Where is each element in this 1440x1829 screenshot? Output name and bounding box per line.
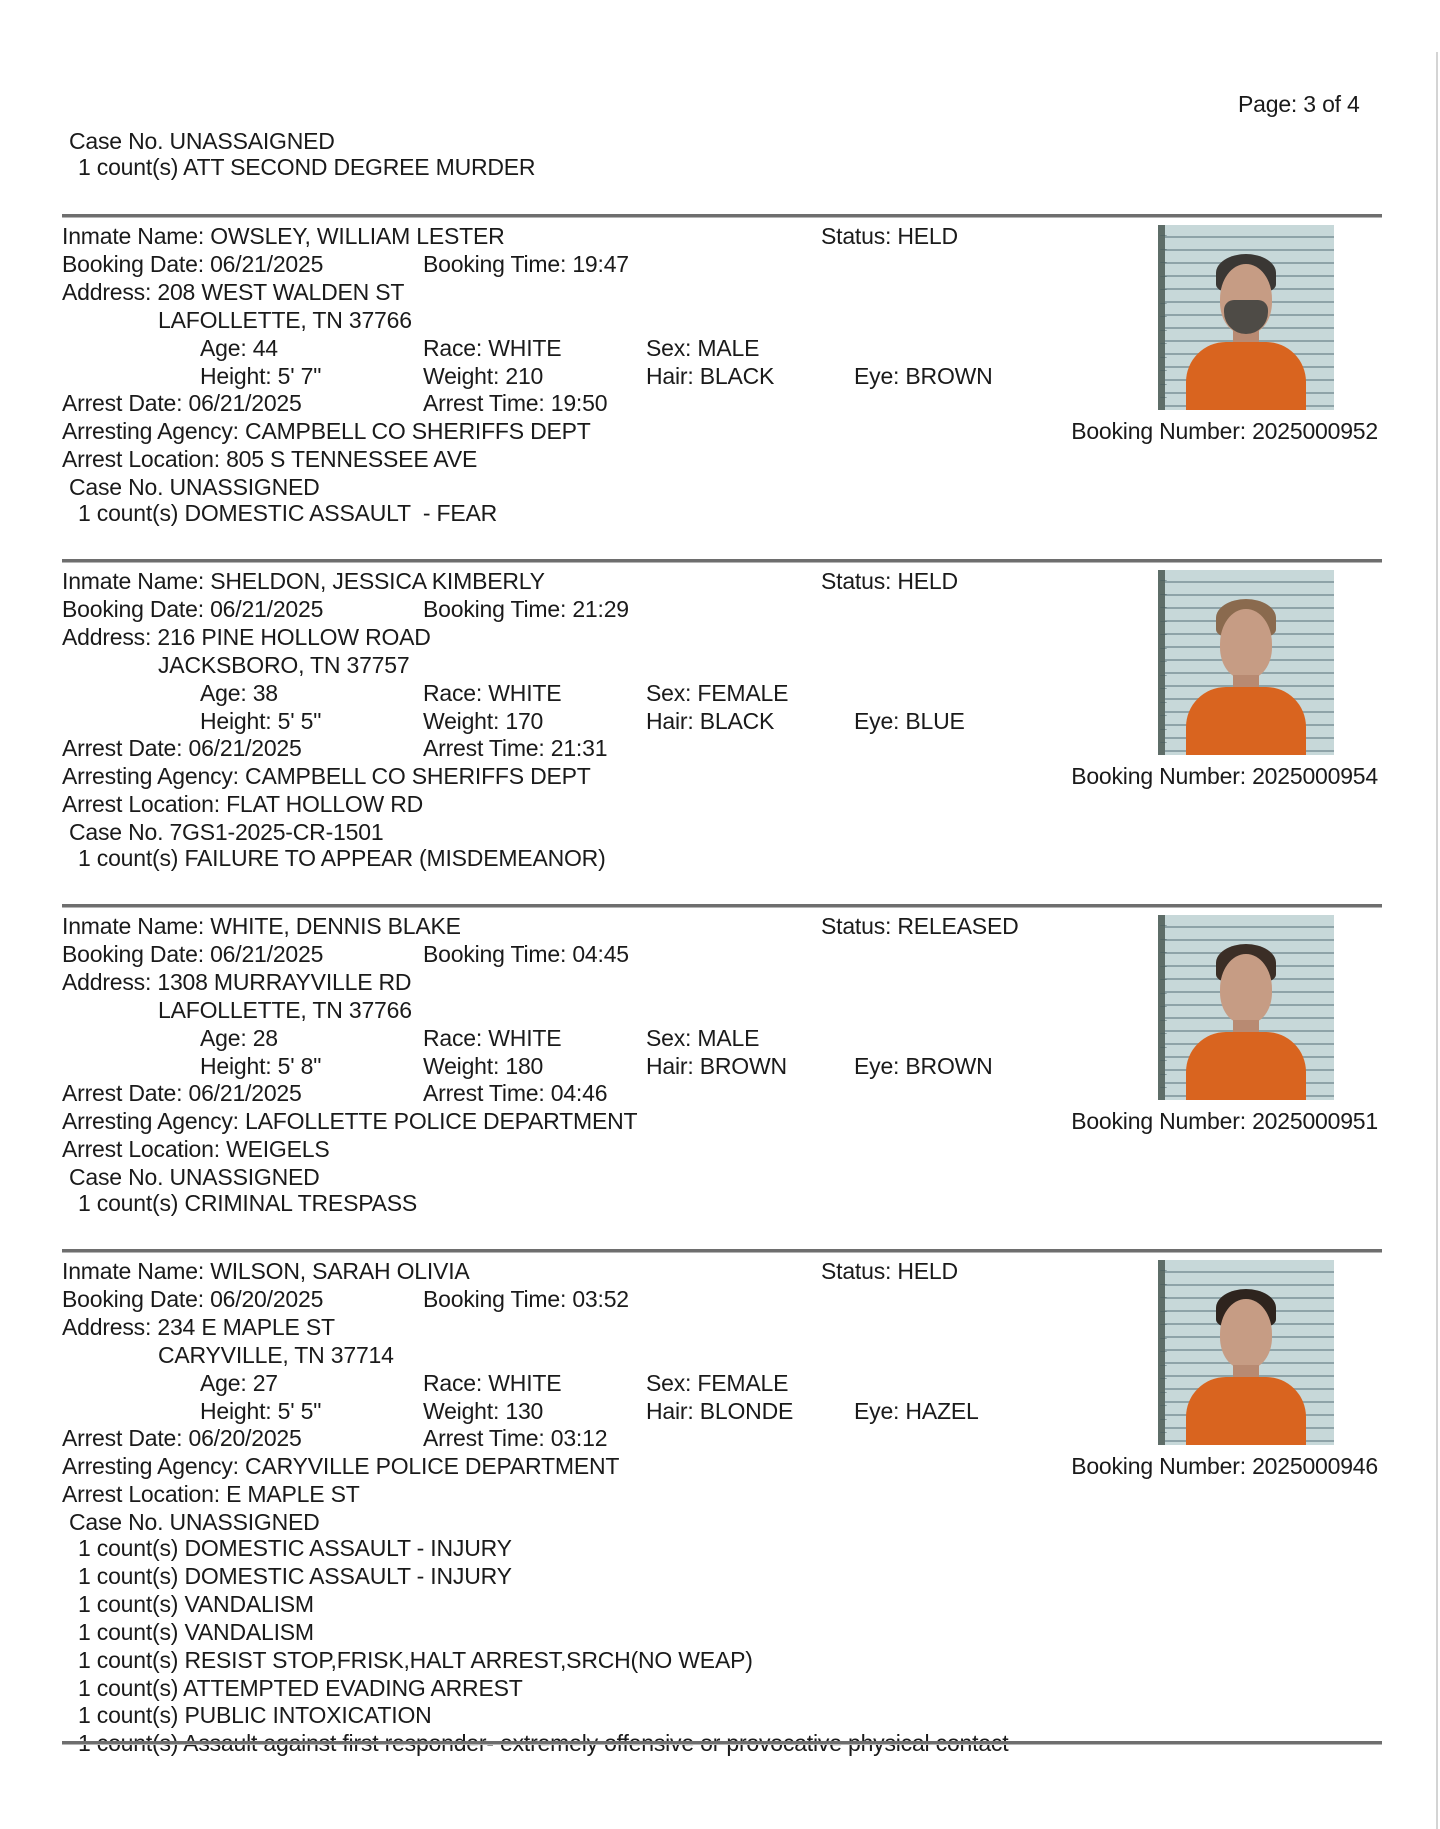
address-line1: Address: 216 PINE HOLLOW ROAD (62, 623, 431, 650)
sex: Sex: FEMALE (646, 679, 789, 706)
status: Status: HELD (821, 223, 958, 249)
charge-line: 1 count(s) CRIMINAL TRESPASS (78, 1190, 418, 1216)
case-no: Case No. UNASSIGNED (69, 1164, 320, 1191)
arrest-location: Arrest Location: 805 S TENNESSEE AVE (62, 446, 478, 473)
record-divider (62, 1249, 1382, 1253)
mugshot-photo (1158, 225, 1334, 410)
ruler-mark: — (1160, 1333, 1167, 1342)
status: Status: HELD (821, 1258, 958, 1284)
ruler-mark: — (1160, 576, 1167, 584)
booking-date: Booking Date: 06/20/2025 (62, 1285, 324, 1312)
ruler-mark: — (1160, 1056, 1167, 1064)
ruler-mark: — (1160, 244, 1167, 253)
mugshot-jumpsuit (1186, 1032, 1306, 1100)
weight: Weight: 130 (423, 1397, 544, 1424)
booking-time: Booking Time: 19:47 (423, 250, 629, 277)
ruler-mark: — (1160, 325, 1167, 334)
ruler-mark: — (1160, 1374, 1167, 1382)
weight: Weight: 180 (423, 1052, 544, 1079)
ruler-mark: — (1160, 643, 1167, 652)
ruler-mark: — (1160, 1428, 1167, 1436)
record-divider (62, 904, 1382, 908)
inmate-name: Inmate Name: WHITE, DENNIS BLAKE (62, 913, 461, 939)
ruler-mark: — (1160, 379, 1167, 388)
ruler-mark: — (1160, 670, 1167, 679)
booking-date: Booking Date: 06/21/2025 (62, 940, 324, 967)
mugshot-face (1220, 1299, 1272, 1369)
address-line1: Address: 208 WEST WALDEN ST (62, 278, 405, 305)
age: Age: 28 (200, 1024, 278, 1051)
arrest-time: Arrest Time: 04:46 (423, 1080, 608, 1107)
race: Race: WHITE (423, 334, 562, 361)
arresting-agency: Arresting Agency: CAMPBELL CO SHERIFFS DEPT (62, 418, 591, 445)
race: Race: WHITE (423, 679, 562, 706)
mugshot-jumpsuit (1186, 342, 1306, 410)
mugshot-jumpsuit (1186, 687, 1306, 755)
ruler-mark: — (1160, 975, 1167, 983)
charge-line: 1 count(s) DOMESTIC ASSAULT - INJURY (78, 1535, 512, 1561)
booking-time: Booking Time: 03:52 (423, 1285, 629, 1312)
ruler-mark: — (1160, 1069, 1167, 1078)
height-ruler (1158, 225, 1176, 410)
ruler-mark: — (1160, 352, 1167, 361)
address-line2: LAFOLLETTE, TN 37766 (158, 996, 412, 1023)
race: Race: WHITE (423, 1024, 562, 1051)
arresting-agency: Arresting Agency: LAFOLLETTE POLICE DEPARTMENT (62, 1108, 638, 1135)
booking-number: Booking Number: 2025000954 (1071, 763, 1378, 790)
address-line2: JACKSBORO, TN 37757 (158, 651, 410, 678)
ruler-mark: — (1160, 603, 1167, 611)
ruler-mark: — (1160, 1387, 1167, 1396)
booking-date: Booking Date: 06/21/2025 (62, 250, 324, 277)
hair: Hair: BLACK (646, 707, 775, 734)
address-line1: Address: 234 E MAPLE ST (62, 1313, 335, 1340)
height: Height: 5' 7" (200, 362, 322, 389)
ruler-mark: — (1160, 724, 1167, 733)
charge-line: 1 count(s) VANDALISM (78, 1590, 314, 1617)
charge-line: 1 count(s) RESIST STOP,FRISK,HALT ARREST,SRCH(NO WEAP) (78, 1646, 753, 1673)
arresting-agency: Arresting Agency: CARYVILLE POLICE DEPARTMENT (62, 1453, 620, 1480)
ruler-mark: — (1160, 934, 1167, 943)
ruler-mark: — (1160, 366, 1167, 374)
inmate-name: Inmate Name: SHELDON, JESSICA KIMBERLY (62, 568, 545, 594)
ruler-mark: — (1160, 988, 1167, 997)
mugshot-face (1220, 609, 1272, 679)
ruler-mark: — (1160, 393, 1167, 401)
sex: Sex: MALE (646, 334, 760, 361)
case-no: Case No. UNASSIGNED (69, 474, 320, 501)
eye: Eye: BLUE (854, 707, 965, 734)
inmate-name: Inmate Name: WILSON, SARAH OLIVIA (62, 1258, 470, 1284)
carryover-charge: 1 count(s) ATT SECOND DEGREE MURDER (78, 154, 536, 180)
booking-date: Booking Date: 06/21/2025 (62, 595, 324, 622)
height: Height: 5' 5" (200, 1397, 322, 1424)
arresting-agency: Arresting Agency: CAMPBELL CO SHERIFFS DEPT (62, 763, 591, 790)
ruler-mark: — (1160, 1401, 1167, 1409)
page-indicator: Page: 3 of 4 (1238, 91, 1360, 117)
arrest-date: Arrest Date: 06/21/2025 (62, 390, 302, 417)
ruler-mark: — (1160, 1347, 1167, 1355)
address-line2: CARYVILLE, TN 37714 (158, 1341, 394, 1368)
arrest-location: Arrest Location: WEIGELS (62, 1136, 330, 1163)
eye: Eye: BROWN (854, 362, 993, 389)
height-ruler (1158, 570, 1176, 755)
charge-line: 1 count(s) VANDALISM (78, 1618, 314, 1645)
ruler-mark: — (1160, 1266, 1167, 1274)
arrest-date: Arrest Date: 06/21/2025 (62, 1080, 302, 1107)
hair: Hair: BLACK (646, 362, 775, 389)
arrest-date: Arrest Date: 06/21/2025 (62, 735, 302, 762)
ruler-mark: — (1160, 589, 1167, 598)
case-no: Case No. 7GS1-2025-CR-1501 (69, 819, 384, 846)
ruler-mark: — (1160, 298, 1167, 307)
height: Height: 5' 5" (200, 707, 322, 734)
height-ruler (1158, 915, 1176, 1100)
booking-time: Booking Time: 21:29 (423, 595, 629, 622)
ruler-mark: — (1160, 697, 1167, 706)
record-divider (62, 214, 1382, 218)
age: Age: 38 (200, 679, 278, 706)
charge-line: 1 count(s) FAILURE TO APPEAR (MISDEMEANOR) (78, 845, 606, 871)
ruler-mark: — (1160, 339, 1167, 347)
ruler-mark: — (1160, 1360, 1167, 1369)
ruler-mark: — (1160, 258, 1167, 266)
ruler-mark: — (1160, 961, 1167, 970)
inmate-name: Inmate Name: OWSLEY, WILLIAM LESTER (62, 223, 505, 249)
ruler-mark: — (1160, 711, 1167, 719)
ruler-mark: — (1160, 271, 1167, 280)
charge-line: 1 count(s) ATTEMPTED EVADING ARREST (78, 1674, 523, 1701)
ruler-mark: — (1160, 1042, 1167, 1051)
ruler-mark: — (1160, 948, 1167, 956)
ruler-mark: — (1160, 1306, 1167, 1315)
ruler-mark: — (1160, 684, 1167, 692)
hair: Hair: BLONDE (646, 1397, 794, 1424)
ruler-mark: — (1160, 630, 1167, 638)
address-line2: LAFOLLETTE, TN 37766 (158, 306, 412, 333)
ruler-mark: — (1160, 1320, 1167, 1328)
weight: Weight: 210 (423, 362, 544, 389)
charge-line: 1 count(s) DOMESTIC ASSAULT - FEAR (78, 500, 498, 526)
ruler-mark: — (1160, 1279, 1167, 1288)
sex: Sex: FEMALE (646, 1369, 789, 1396)
weight: Weight: 170 (423, 707, 544, 734)
hair: Hair: BROWN (646, 1052, 787, 1079)
arrest-location: Arrest Location: E MAPLE ST (62, 1481, 360, 1508)
sex: Sex: MALE (646, 1024, 760, 1051)
arrest-time: Arrest Time: 03:12 (423, 1425, 608, 1452)
mugshot-photo (1158, 1260, 1334, 1445)
page-end-divider (62, 1741, 1382, 1745)
race: Race: WHITE (423, 1369, 562, 1396)
ruler-mark: — (1160, 1414, 1167, 1423)
ruler-mark: — (1160, 1293, 1167, 1301)
height-ruler (1158, 1260, 1176, 1445)
booking-number: Booking Number: 2025000952 (1071, 418, 1378, 445)
ruler-mark: — (1160, 1029, 1167, 1037)
charge-line: 1 count(s) DOMESTIC ASSAULT - INJURY (78, 1562, 512, 1589)
ruler-mark: — (1160, 1083, 1167, 1091)
age: Age: 27 (200, 1369, 278, 1396)
height: Height: 5' 8" (200, 1052, 322, 1079)
charge-line: 1 count(s) PUBLIC INTOXICATION (78, 1702, 432, 1729)
ruler-mark: — (1160, 1002, 1167, 1010)
age: Age: 44 (200, 334, 278, 361)
ruler-mark: — (1160, 285, 1167, 293)
ruler-mark: — (1160, 921, 1167, 929)
arrest-time: Arrest Time: 19:50 (423, 390, 608, 417)
eye: Eye: BROWN (854, 1052, 993, 1079)
arrest-date: Arrest Date: 06/20/2025 (62, 1425, 302, 1452)
record-divider (62, 559, 1382, 563)
address-line1: Address: 1308 MURRAYVILLE RD (62, 968, 412, 995)
mugshot-photo (1158, 915, 1334, 1100)
mugshot-photo (1158, 570, 1334, 755)
mugshot-face (1220, 954, 1272, 1024)
arrest-time: Arrest Time: 21:31 (423, 735, 608, 762)
ruler-mark: — (1160, 616, 1167, 625)
page-edge (1436, 52, 1438, 1829)
case-no: Case No. UNASSIGNED (69, 1509, 320, 1536)
arrest-location: Arrest Location: FLAT HOLLOW RD (62, 791, 424, 818)
ruler-mark: — (1160, 657, 1167, 665)
ruler-mark: — (1160, 312, 1167, 320)
mugshot-jumpsuit (1186, 1377, 1306, 1445)
carryover-case-no: Case No. UNASSAIGNED (69, 128, 335, 154)
status: Status: RELEASED (821, 913, 1019, 939)
ruler-mark: — (1160, 231, 1167, 239)
eye: Eye: HAZEL (854, 1397, 979, 1424)
status: Status: HELD (821, 568, 958, 594)
ruler-mark: — (1160, 738, 1167, 746)
booking-time: Booking Time: 04:45 (423, 940, 629, 967)
booking-number: Booking Number: 2025000946 (1071, 1453, 1378, 1480)
booking-number: Booking Number: 2025000951 (1071, 1108, 1378, 1135)
ruler-mark: — (1160, 1015, 1167, 1024)
